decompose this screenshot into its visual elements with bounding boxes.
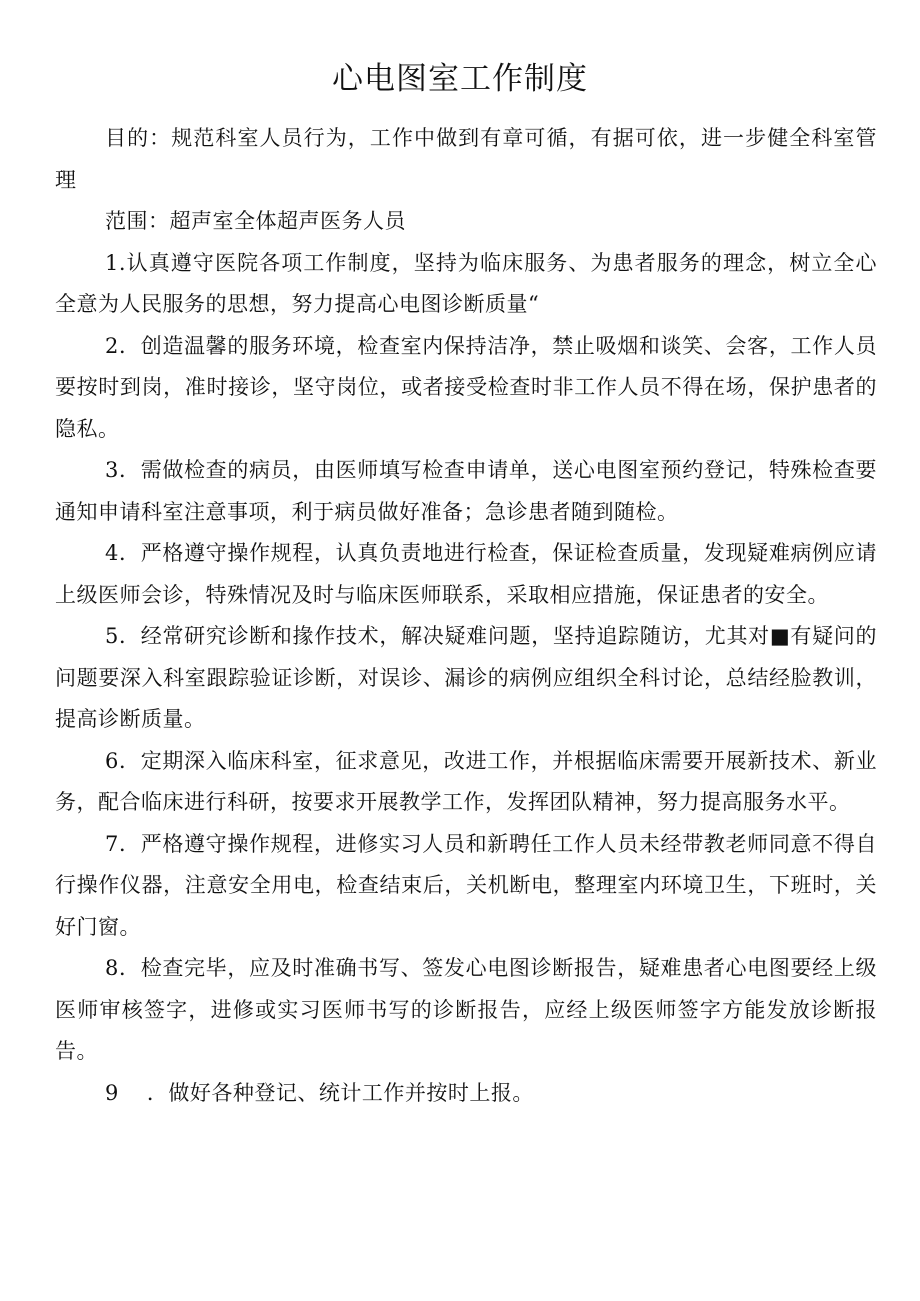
rule-item: [55, 824, 877, 949]
rule-number: 4．: [105, 541, 141, 565]
document-body: [55, 118, 877, 1114]
rule-item: [55, 326, 877, 451]
purpose-paragraph: 目的：规范科室人员行为，工作中做到有章可循，有据可依，进一步健全科室管理: [55, 126, 877, 192]
rule-item: [55, 533, 877, 616]
rule-text: ．做好各种登记、统计工作并按时上报。: [146, 1080, 534, 1105]
rule-number: 8．: [105, 956, 141, 980]
rule-text: 经常研究诊断和掾作技术，解决疑难问题，坚持追踪随访，尤其对■有疑问的问题要深入科室跟踪验证诊断，对误诊、漏诊的病例应组织全科讨论，总结经脸教训，提高诊断质量。: [55, 624, 877, 731]
rule-text: 需做检查的病员，由医师填写检查申请单，送心电图室预约登记，特殊检查要通知申请科室注意事项，利于病员做好准备；急诊患者随到随检。: [55, 458, 877, 524]
rule-number: 5．: [105, 624, 141, 648]
rule-text: 严格遵守操作规程，认真负责地进行检查，保证检查质量，发现疑难病例应请上级医师会诊，特殊情况及时与临床医师联系，采取相应措施，保证患者的安全。: [55, 541, 877, 607]
document-title: 心电图室工作制度: [332, 61, 588, 97]
rule-text: 创造温馨的服务环境，检查室内保持洁净，禁止吸烟和谈笑、会客，工作人员要按时到岗，准时接诊，坚守岗位，或者接受检查时非工作人员不得在场，保护患者的隐私。: [55, 333, 877, 441]
rule-item: [55, 1073, 877, 1115]
rule-number: 1.: [105, 250, 127, 275]
rule-number: 9: [105, 1080, 119, 1105]
rule-number: 6．: [105, 748, 141, 773]
scope-paragraph: 范围：超声室全体超声医务人员: [105, 209, 406, 233]
rule-item: [55, 243, 877, 326]
rule-text: 认真遵守医院各项工作制度，坚持为临床服务、为患者服务的理念，树立全心全意为人民服务的思想，努力提高心电图诊断质量“: [55, 250, 877, 316]
rule-item: [55, 948, 877, 1073]
rule-text: 定期深入临床科室，征求意见，改进工作，并根据临床需要开展新技术、新业务，配合临床进行科研，按要求开展教学工作，发挥团队精神，努力提高服务水平。: [55, 748, 877, 814]
rule-item: [55, 450, 877, 533]
rule-item: [55, 616, 877, 741]
rule-number: 7．: [105, 831, 141, 856]
rule-text: 严格遵守操作规程，进修实习人员和新聘任工作人员未经带教老师同意不得自行操作仪器，注意安全用电，检查结束后，关机断电，整理室内环境卫生，下班时，关好门窗。: [55, 831, 877, 939]
rule-number: 3．: [105, 458, 141, 482]
rule-number: 2．: [105, 333, 141, 358]
rule-item: [55, 741, 877, 824]
rule-text: 检查完毕，应及时准确书写、签发心电图诊断报告，疑难患者心电图要经上级医师审核签字，进修或实习医师书写的诊断报告，应经上级医师签字方能发放诊断报告。: [55, 956, 877, 1063]
